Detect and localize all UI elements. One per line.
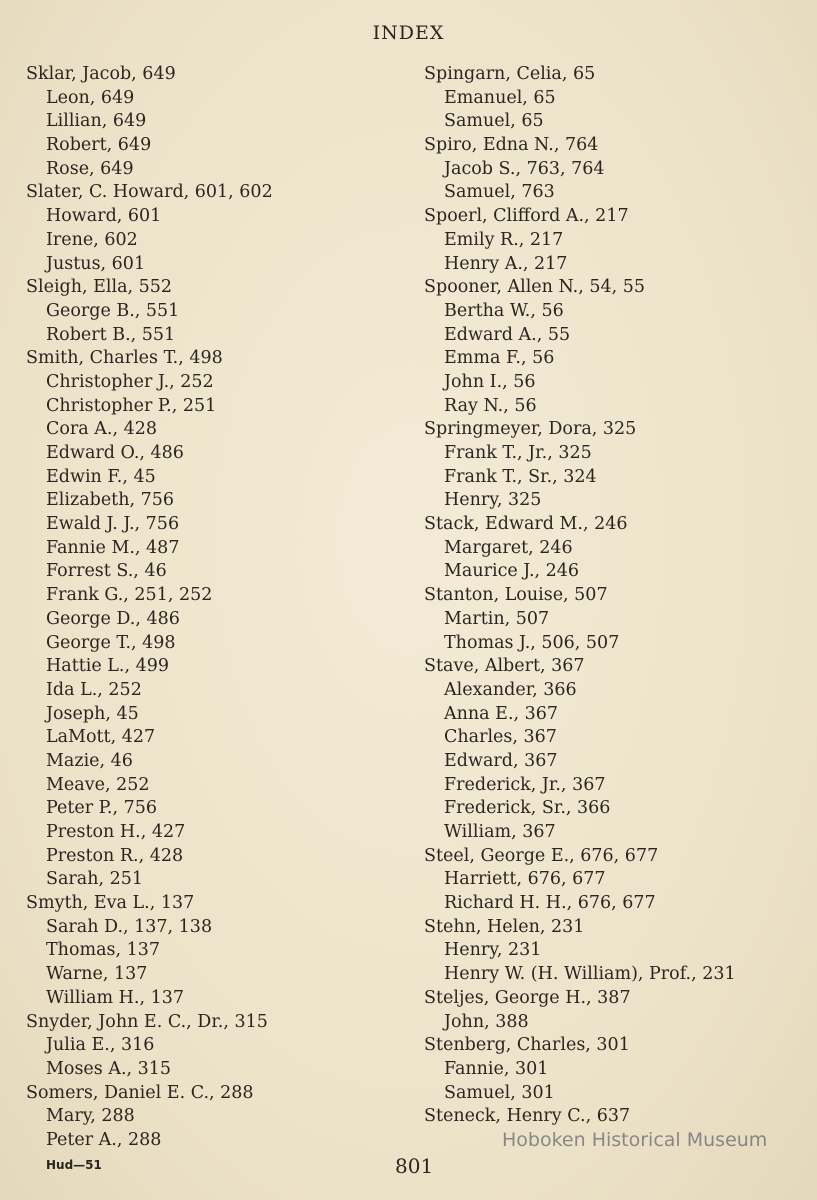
index-entry: Stanton, Louise, 507 bbox=[424, 585, 608, 606]
index-subentry: Leon, 649 bbox=[46, 87, 135, 108]
index-entry: Springmeyer, Dora, 325 bbox=[424, 419, 637, 440]
index-subentry: Fannie M., 487 bbox=[46, 537, 180, 558]
index-entry: Snyder, John E. C., Dr., 315 bbox=[26, 1011, 268, 1032]
index-subentry: Rose, 649 bbox=[46, 158, 134, 179]
index-subentry: Thomas, 137 bbox=[46, 940, 161, 961]
index-subentry: Henry W. (H. William), Prof., 231 bbox=[444, 964, 736, 985]
index-subentry: Thomas J., 506, 507 bbox=[444, 632, 620, 653]
index-entry: Stenberg, Charles, 301 bbox=[424, 1035, 630, 1056]
index-subentry: Meave, 252 bbox=[46, 774, 150, 795]
index-column-left bbox=[26, 63, 406, 1153]
index-subentry: Emma F., 56 bbox=[444, 348, 555, 369]
index-subentry: Frank T., Jr., 325 bbox=[444, 443, 592, 463]
index-subentry: Preston H., 427 bbox=[46, 822, 186, 842]
index-subentry: Ida L., 252 bbox=[46, 679, 142, 700]
index-subentry: George B., 551 bbox=[46, 300, 180, 321]
index-subentry: Mary, 288 bbox=[46, 1106, 135, 1127]
index-subentry: Forrest S., 46 bbox=[46, 561, 167, 582]
index-subentry: Samuel, 301 bbox=[444, 1082, 555, 1103]
index-subentry: Frederick, Sr., 366 bbox=[444, 798, 611, 819]
index-subentry: George D., 486 bbox=[46, 608, 180, 629]
page-title: INDEX bbox=[372, 22, 445, 44]
index-subentry: Sarah D., 137, 138 bbox=[46, 916, 213, 937]
index-subentry: William H., 137 bbox=[46, 987, 185, 1008]
index-subentry: Ewald J. J., 756 bbox=[46, 514, 180, 535]
index-subentry: Peter P., 756 bbox=[46, 798, 157, 819]
index-subentry: Lillian, 649 bbox=[46, 111, 147, 132]
index-subentry: Richard H. H., 676, 677 bbox=[444, 893, 656, 914]
index-subentry: Henry A., 217 bbox=[444, 253, 568, 274]
index-subentry: Margaret, 246 bbox=[444, 537, 573, 558]
index-entry: Steneck, Henry C., 637 bbox=[424, 1106, 631, 1127]
index-subentry: Frank G., 251, 252 bbox=[46, 585, 213, 606]
index-subentry: Howard, 601 bbox=[46, 206, 162, 227]
index-entry: Slater, C. Howard, 601, 602 bbox=[26, 182, 273, 203]
index-entry: Stave, Albert, 367 bbox=[424, 656, 585, 677]
watermark: Hoboken Historical Museum bbox=[502, 1129, 768, 1151]
index-subentry: Christopher J., 252 bbox=[46, 371, 214, 392]
index-entry: Sleigh, Ella, 552 bbox=[26, 277, 173, 298]
index-subentry: Robert B., 551 bbox=[46, 324, 176, 345]
index-subentry: Martin, 507 bbox=[444, 608, 550, 629]
index-entry: Steljes, George H., 387 bbox=[424, 987, 631, 1008]
index-subentry: Charles, 367 bbox=[444, 727, 557, 748]
index-entry: Stehn, Helen, 231 bbox=[424, 916, 585, 937]
index-subentry: Edward A., 55 bbox=[444, 324, 571, 345]
index-subentry: John, 388 bbox=[444, 1011, 529, 1032]
index-subentry: Irene, 602 bbox=[46, 229, 138, 250]
index-entry: Spoerl, Clifford A., 217 bbox=[424, 206, 629, 227]
index-subentry: Bertha W., 56 bbox=[444, 300, 564, 321]
index-subentry: Justus, 601 bbox=[46, 253, 146, 274]
index-subentry: Ray N., 56 bbox=[444, 395, 537, 416]
index-subentry: Harriett, 676, 677 bbox=[444, 869, 606, 890]
index-subentry: William, 367 bbox=[444, 822, 556, 842]
index-entry: Somers, Daniel E. C., 288 bbox=[26, 1082, 254, 1103]
index-subentry: Fannie, 301 bbox=[444, 1058, 549, 1079]
index-entry: Smyth, Eva L., 137 bbox=[26, 893, 195, 914]
index-subentry: Hattie L., 499 bbox=[46, 656, 169, 677]
index-subentry: Frank T., Sr., 324 bbox=[444, 466, 597, 487]
index-subentry: Alexander, 366 bbox=[444, 679, 577, 700]
index-subentry: Emily R., 217 bbox=[444, 229, 564, 250]
index-subentry: Henry, 325 bbox=[444, 490, 542, 511]
index-subentry: Robert, 649 bbox=[46, 135, 152, 156]
index-subentry: George T., 498 bbox=[46, 632, 176, 653]
index-entry: Sklar, Jacob, 649 bbox=[26, 64, 176, 84]
index-subentry: Maurice J., 246 bbox=[444, 561, 580, 582]
index-subentry: Cora A., 428 bbox=[46, 419, 158, 440]
index-subentry: Samuel, 65 bbox=[444, 111, 544, 132]
index-subentry: Emanuel, 65 bbox=[444, 87, 556, 108]
index-subentry: Anna E., 367 bbox=[444, 703, 559, 724]
index-subentry: Sarah, 251 bbox=[46, 869, 144, 890]
index-subentry: Moses A., 315 bbox=[46, 1058, 172, 1079]
index-entry: Spiro, Edna N., 764 bbox=[424, 135, 599, 156]
printer-signature-mark: Hud—51 bbox=[46, 1158, 102, 1172]
index-entry: Smith, Charles T., 498 bbox=[26, 348, 223, 369]
index-subentry: Jacob S., 763, 764 bbox=[444, 158, 605, 179]
index-column-right bbox=[424, 63, 804, 1129]
index-subentry: Mazie, 46 bbox=[46, 750, 133, 771]
index-subentry: LaMott, 427 bbox=[46, 727, 156, 748]
index-subentry: Peter A., 288 bbox=[46, 1129, 162, 1150]
index-subentry: Preston R., 428 bbox=[46, 845, 184, 866]
index-entry: Spooner, Allen N., 54, 55 bbox=[424, 277, 646, 298]
index-subentry: Elizabeth, 756 bbox=[46, 490, 175, 511]
index-entry: Steel, George E., 676, 677 bbox=[424, 845, 659, 866]
index-subentry: Edwin F., 45 bbox=[46, 466, 156, 487]
index-subentry: Henry, 231 bbox=[444, 940, 542, 961]
index-subentry: Samuel, 763 bbox=[444, 182, 555, 203]
page-number: 801 bbox=[395, 1154, 434, 1178]
index-subentry: Warne, 137 bbox=[46, 964, 148, 985]
index-subentry: Julia E., 316 bbox=[46, 1035, 155, 1056]
index-subentry: Edward, 367 bbox=[444, 750, 558, 771]
index-entry: Stack, Edward M., 246 bbox=[424, 514, 628, 535]
index-subentry: Christopher P., 251 bbox=[46, 395, 217, 416]
index-subentry: Joseph, 45 bbox=[46, 703, 139, 724]
index-entry: Spingarn, Celia, 65 bbox=[424, 64, 596, 84]
index-subentry: Frederick, Jr., 367 bbox=[444, 774, 606, 795]
index-subentry: John I., 56 bbox=[444, 371, 536, 392]
index-subentry: Edward O., 486 bbox=[46, 443, 184, 463]
